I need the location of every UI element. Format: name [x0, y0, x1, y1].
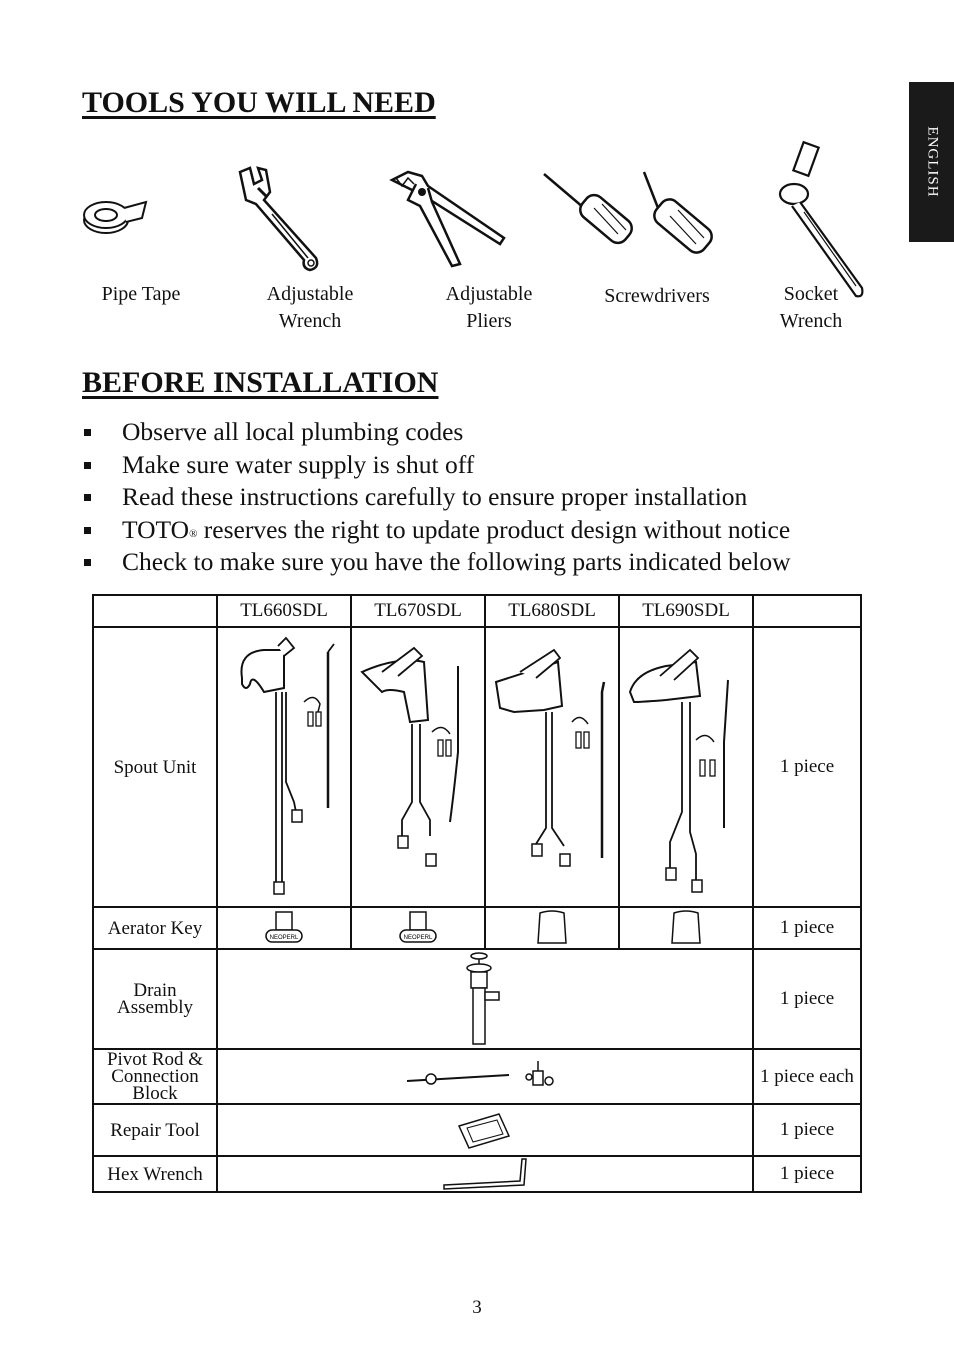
spout-unit-tl670sdl-illustration [358, 632, 478, 902]
table-row [93, 1104, 861, 1156]
instruction-item: Observe all local plumbing codes [82, 416, 790, 449]
header-empty [93, 595, 217, 627]
row-label: Drain Assembly [93, 949, 217, 1049]
model-header: TL670SDL [351, 595, 485, 627]
repair-tool-icon [455, 1110, 515, 1150]
row-label: Hex Wrench [93, 1156, 217, 1192]
row-label: Repair Tool [93, 1104, 217, 1156]
screwdrivers-icon [540, 168, 725, 272]
row-quantity: 1 piece [753, 949, 861, 1049]
pipe-tape-icon [80, 190, 150, 245]
svg-text:NEOPERL: NEOPERL [403, 935, 433, 941]
row-quantity: 1 piece [753, 1156, 861, 1192]
instruction-item: Read these instructions carefully to ensure proper installation [82, 481, 790, 514]
table-header-row [93, 595, 861, 627]
row-label: Pivot Rod & Connection Block [93, 1049, 217, 1104]
instructions-list [82, 416, 790, 579]
pivot-rod-cell [217, 1049, 753, 1104]
model-header: TL660SDL [217, 595, 351, 627]
spout-unit-tl670sdl-cell [351, 627, 485, 907]
aerator-key-neoperl-icon [264, 910, 304, 946]
parts-table [92, 594, 862, 1193]
drain-assembly-icon [455, 950, 515, 1048]
tools-heading: TOOLS YOU WILL NEED [82, 86, 436, 119]
model-header: TL690SDL [619, 595, 753, 627]
language-tab-label: ENGLISH [924, 126, 940, 198]
pivot-rod-connection-block-icon [405, 1057, 565, 1097]
instruction-item: Check to make sure you have the following parts indicated below [82, 546, 790, 579]
tool-label-adjustable-pliers: Adjustable Pliers [445, 283, 533, 332]
drain-assembly-cell [217, 949, 753, 1049]
before-installation-heading: BEFORE INSTALLATION [82, 366, 439, 399]
adjustable-wrench-icon [232, 166, 327, 274]
table-row [93, 907, 861, 949]
aerator-key-neoperl-icon [398, 910, 438, 946]
aerator-key-icon [668, 909, 704, 947]
header-empty [753, 595, 861, 627]
spout-unit-tl680sdl-cell [485, 627, 619, 907]
hex-wrench-icon [440, 1157, 530, 1191]
model-header: TL680SDL [485, 595, 619, 627]
hex-wrench-cell [217, 1156, 753, 1192]
aerator-key-tl660sdl-cell [217, 907, 351, 949]
aerator-key-icon [534, 909, 570, 947]
language-tab[interactable] [909, 82, 954, 242]
tool-label-screwdrivers: Screwdrivers [604, 285, 710, 307]
socket-wrench-icon [772, 140, 872, 300]
registered-mark: ® [189, 527, 198, 540]
tool-label-pipe-tape: Pipe Tape [101, 283, 181, 305]
table-row [93, 949, 861, 1049]
aerator-key-tl690sdl-cell [619, 907, 753, 949]
row-quantity: 1 piece [753, 627, 861, 907]
row-quantity: 1 piece [753, 907, 861, 949]
spout-unit-tl680sdl-illustration [492, 632, 612, 902]
tool-label-adjustable-wrench: Adjustable Wrench [266, 283, 354, 332]
table-row [93, 1049, 861, 1104]
table-row [93, 1156, 861, 1192]
spout-unit-tl660sdl-illustration [224, 632, 344, 902]
repair-tool-cell [217, 1104, 753, 1156]
row-label: Spout Unit [93, 627, 217, 907]
spout-unit-tl690sdl-cell [619, 627, 753, 907]
aerator-key-tl680sdl-cell [485, 907, 619, 949]
adjustable-pliers-icon [388, 166, 510, 274]
aerator-key-tl670sdl-cell [351, 907, 485, 949]
svg-text:NEOPERL: NEOPERL [269, 935, 299, 941]
row-quantity: 1 piece [753, 1104, 861, 1156]
row-quantity: 1 piece each [753, 1049, 861, 1104]
page-number: 3 [472, 1297, 482, 1318]
table-row [93, 627, 861, 907]
instruction-item: TOTO® reserves the right to update product design without notice [82, 514, 790, 547]
tool-label-socket-wrench: Socket Wrench [779, 283, 843, 332]
spout-unit-tl660sdl-cell [217, 627, 351, 907]
row-label: Aerator Key [93, 907, 217, 949]
instruction-item: Make sure water supply is shut off [82, 449, 790, 482]
spout-unit-tl690sdl-illustration [626, 632, 746, 902]
